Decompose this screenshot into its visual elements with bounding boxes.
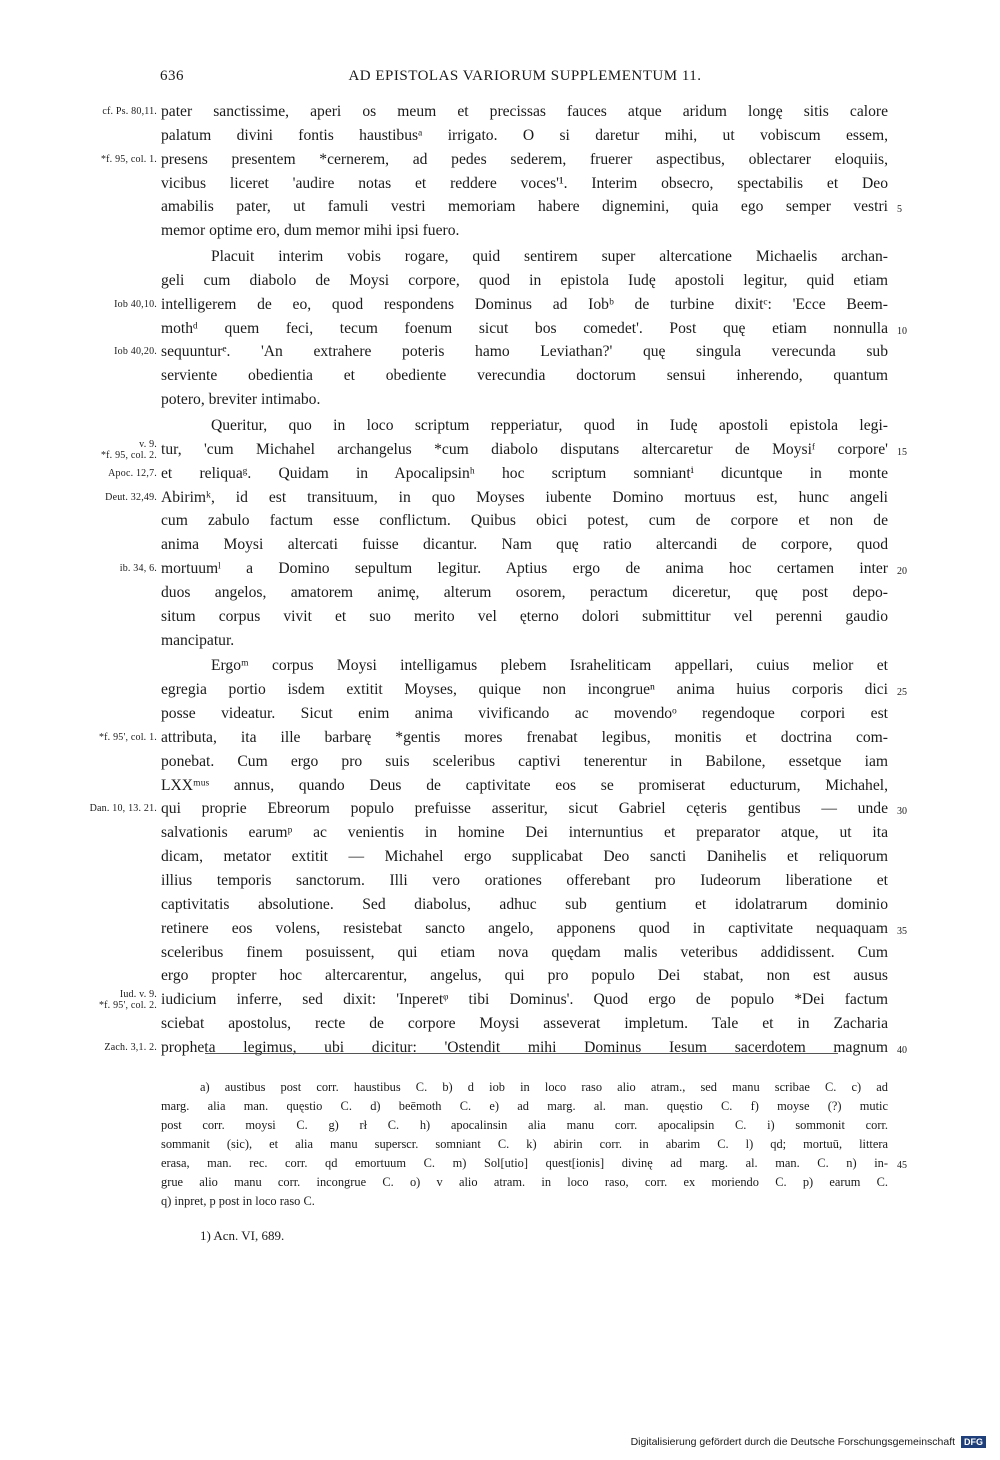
text-line xyxy=(0,293,1000,317)
text-line xyxy=(0,797,1000,821)
text-line xyxy=(0,100,1000,124)
margin-reference: Iob 40,10. xyxy=(114,298,157,310)
line-text: tur, 'cum Michahel archangelus *cum diabolo disputans altercaretur de Moysiᶠ corpore' xyxy=(161,440,888,458)
note-text: marg. alia man. quęstio C. d) beēmoth C. e) ad marg. al. man. quęstio C. f) moyse (?) mutic xyxy=(161,1099,888,1113)
note-line xyxy=(0,1192,1000,1211)
line-text: situm corpus vivit et suo merito vel ęterno dolori submittitur vel perenni gaudio xyxy=(161,607,888,625)
line-number: 25 xyxy=(897,687,907,699)
main-text xyxy=(0,100,1000,1060)
line-text: LXXᵐᵘˢ annus, quando Deus de captivitate eos se promiserat educturum, Michahel, xyxy=(161,776,888,794)
line-text: egregia portio isdem extitit Moyses, quique non incongrueⁿ anima huius corporis dici xyxy=(161,681,888,699)
text-line xyxy=(0,869,1000,893)
line-number: 10 xyxy=(897,325,907,337)
note-text: erasa, man. rec. corr. qd emortuum C. m) Sol[utio] quest[ionis] divinę ad marg. al. man. C. n) in- xyxy=(161,1156,888,1170)
margin-reference: Apoc. 12,7. xyxy=(108,467,157,479)
note-text: a) austibus post corr. haustibus C. b) d iob in loco raso alio atram., sed manu scribae C. c) ad xyxy=(200,1080,888,1094)
line-text: geli cum diabolo de Moysi corpore, quod in epistola Iudę apostoli legitur, quid etiam xyxy=(161,271,888,289)
line-text: intelligerem de eo, quod respondens Dominus ad Iobᵇ de turbine dixitᶜ: 'Ecce Beem- xyxy=(161,295,888,313)
funding-footer xyxy=(631,1436,986,1448)
text-line xyxy=(0,845,1000,869)
margin-reference: Deut. 32,49. xyxy=(105,491,157,503)
line-text: serviente obedientia et obediente verecundia doctorum sensui inherendo, quantum xyxy=(161,367,888,385)
text-line xyxy=(0,462,1000,486)
note-line xyxy=(0,1078,1000,1097)
text-line xyxy=(0,678,1000,702)
line-text: qui proprie Ebreorum populo prefuisse asseritur, sicut Gabriel cęteris gentibus — unde xyxy=(161,800,888,818)
line-number: 20 xyxy=(897,566,907,578)
text-line xyxy=(0,581,1000,605)
text-line xyxy=(0,941,1000,965)
line-text: ponebat. Cum ergo pro suis sceleribus captivi tenerentur in Babilone, essetque iam xyxy=(161,752,888,770)
dfg-logo: DFG xyxy=(961,1436,986,1448)
text-line xyxy=(0,750,1000,774)
line-text: Ergoᵐ corpus Moysi intelligamus plebem Israheliticam appellari, cuius melior et xyxy=(211,657,888,675)
line-text: amabilis pater, ut famuli vestri memoriam habere dignemini, quia ego semper vestri xyxy=(161,198,888,216)
text-line xyxy=(0,964,1000,988)
margin-reference: *f. 95', col. 1. xyxy=(98,731,157,743)
margin-reference: Dan. 10, 13. 21. xyxy=(89,803,157,815)
text-line xyxy=(0,148,1000,172)
running-header xyxy=(160,68,890,90)
line-text: mortuumˡ a Domino sepultum legitur. Aptius ergo de anima hoc certamen inter xyxy=(161,560,888,578)
line-number: 30 xyxy=(897,806,907,818)
line-text: sequunturᵉ. 'An extrahere poteris hamo Leviathan?' quę singula verecunda sub xyxy=(161,343,888,361)
running-title: AD EPISTOLAS VARIORUM SUPPLEMENTUM 11. xyxy=(348,68,702,84)
funding-text: Digitalisierung gefördert durch die Deutsche Forschungsgemeinschaft xyxy=(630,1436,956,1448)
text-line xyxy=(0,605,1000,629)
note-line xyxy=(0,1173,1000,1192)
text-line xyxy=(0,1012,1000,1036)
source-footnote: 1) Acn. VI, 689. xyxy=(200,1228,285,1243)
line-text: posse videatur. Sicut enim anima vivificando ac movendoᵒ regendoque corpori est xyxy=(161,705,888,723)
page-number: 636 xyxy=(160,68,184,84)
note-text: post corr. moysi C. g) rł C. h) apocalinsin alia manu corr. apocalipsin C. i) sommonit corr. xyxy=(161,1118,888,1132)
line-text: et reliquaᵍ. Quidam in Apocalipsinʰ hoc scriptum somniantⁱ dicuntque in monte xyxy=(161,464,888,482)
text-line xyxy=(0,269,1000,293)
line-text: Placuit interim vobis rogare, quid sentirem super altercatione Michaelis archan- xyxy=(211,248,888,266)
line-number: 5 xyxy=(897,204,902,216)
line-text: memor optime ero, dum memor mihi ipsi fuero. xyxy=(161,222,460,240)
note-line xyxy=(0,1097,1000,1116)
line-text: sceleribus finem posuissent, qui etiam nova quędam malis veteribus addidissent. Cum xyxy=(161,943,888,961)
text-line xyxy=(0,702,1000,726)
margin-reference: v. 9. *f. 95, col. 2. xyxy=(100,438,157,461)
text-line xyxy=(0,654,1000,678)
note-text: grue alio manu corr. incongrue C. o) v alio atram. in loco raso, corr. ex moriendo C. p) earum C. xyxy=(161,1175,888,1189)
line-text: pater sanctissime, aperi os meum et precissas fauces atque aridum longę sitis calore xyxy=(161,103,888,120)
line-text: propheta legimus, ubi dicitur: 'Ostendit mihi Dominus Iesum sacerdotem magnum xyxy=(161,1038,888,1056)
line-text: Queritur, quo in loco scriptum repperiatur, quod in Iudę apostoli epistola legi- xyxy=(211,416,888,434)
line-text: salvationis earumᵖ ac venientis in homine Dei internuntius et preparator atque, ut ita xyxy=(161,824,888,842)
text-line xyxy=(0,726,1000,750)
note-text: q) inpret, p post in loco raso C. xyxy=(161,1194,315,1208)
text-line xyxy=(0,172,1000,196)
text-line xyxy=(0,124,1000,148)
note-line xyxy=(0,1135,1000,1154)
text-line xyxy=(0,533,1000,557)
line-text: sciebat apostolus, recte de corpore Moysi asseverat impletum. Tale et in Zacharia xyxy=(161,1015,888,1033)
text-line xyxy=(0,414,1000,438)
note-line xyxy=(0,1154,1000,1173)
text-line xyxy=(0,557,1000,581)
note-line xyxy=(0,1116,1000,1135)
line-text: dicam, metator extitit — Michahel ergo supplicabat Deo sancti Danihelis et reliquorum xyxy=(161,848,888,866)
text-line xyxy=(0,821,1000,845)
margin-reference: ib. 34, 6. xyxy=(119,563,157,575)
line-text: duos angelos, amatorem animę, alterum osorem, peractum diceretur, quę post depo- xyxy=(161,583,888,601)
line-text: cum zabulo factum esse conflictum. Quibus obici potest, cum de corpore et non de xyxy=(161,512,888,530)
text-line xyxy=(0,774,1000,798)
line-text: illius temporis sanctorum. Illi vero orationes offerebant pro Iudeorum liberatione et xyxy=(161,872,888,889)
line-text: anima Moysi altercati fuisse dicantur. Nam quę ratio altercandi de corpore, quod xyxy=(161,536,888,554)
text-line xyxy=(0,317,1000,341)
line-text: vicibus liceret 'audire notas et reddere voces'¹. Interim obsecro, spectabilis et Deo xyxy=(161,174,888,192)
text-line xyxy=(0,195,1000,219)
text-line xyxy=(0,219,1000,243)
margin-reference: cf. Ps. 80,11. xyxy=(102,106,157,117)
line-text: attributa, ita ille barbarę *gentis mores frenabat legibus, monitis et doctrina com- xyxy=(161,728,888,746)
margin-reference: *f. 95, col. 1. xyxy=(100,153,157,165)
text-line xyxy=(0,917,1000,941)
line-number: 35 xyxy=(897,925,907,937)
text-line xyxy=(0,340,1000,364)
margin-reference: Iud. v. 9. *f. 95', col. 2. xyxy=(98,989,157,1012)
text-line xyxy=(0,438,1000,462)
line-number: 45 xyxy=(897,1160,907,1171)
line-text: captivitatis absolutione. Sed diabolus, adhuc sub gentium et idolatrarum dominio xyxy=(161,895,888,913)
line-text: mancipatur. xyxy=(161,631,235,649)
line-number: 15 xyxy=(897,446,907,458)
line-text: iudicium inferre, sed dixit: 'Inperetᵠ tibi Dominus'. Quod ergo de populo *Dei factum xyxy=(161,991,888,1009)
text-line xyxy=(0,629,1000,653)
line-text: palatum divini fontis haustibusᵃ irrigato. O si daretur mihi, ut vobiscum essem, xyxy=(161,126,888,144)
line-text: ergo propter hoc altercarentur, angelus, qui pro populo Dei stabat, non est ausus xyxy=(161,967,888,985)
text-line xyxy=(0,245,1000,269)
margin-reference: Zach. 3,1. 2. xyxy=(104,1041,157,1053)
line-text: Abirimᵏ, id est transituum, in quo Moyses iubente Domino mortuus est, hunc angeli xyxy=(161,488,888,506)
text-line xyxy=(0,988,1000,1012)
line-text: mothᵈ quem feci, tecum foenum sicut bos comedet'. Post quę etiam nonnulla xyxy=(161,319,888,337)
apparatus-notes xyxy=(0,1078,1000,1211)
text-line xyxy=(0,388,1000,412)
margin-reference: Iob 40,20. xyxy=(114,346,157,358)
text-line xyxy=(0,486,1000,510)
line-text: retinere eos volens, resistebat sancto angelo, apponens quod in captivitate nequaquam xyxy=(161,919,888,937)
note-text: sommanit (sic), et alia manu superscr. somniant C. k) abirin corr. in abarim C. l) qd; mortuū, littera xyxy=(161,1137,888,1151)
line-number: 40 xyxy=(897,1044,907,1056)
text-line xyxy=(0,1036,1000,1060)
text-line xyxy=(0,364,1000,388)
footnote-rule xyxy=(205,1053,838,1054)
text-line xyxy=(0,893,1000,917)
line-text: potero, breviter intimabo. xyxy=(161,391,321,409)
text-line xyxy=(0,509,1000,533)
line-text: presens presentem *cernerem, ad pedes sederem, fruerer aspectibus, oblectarer eloquiis, xyxy=(161,150,888,168)
